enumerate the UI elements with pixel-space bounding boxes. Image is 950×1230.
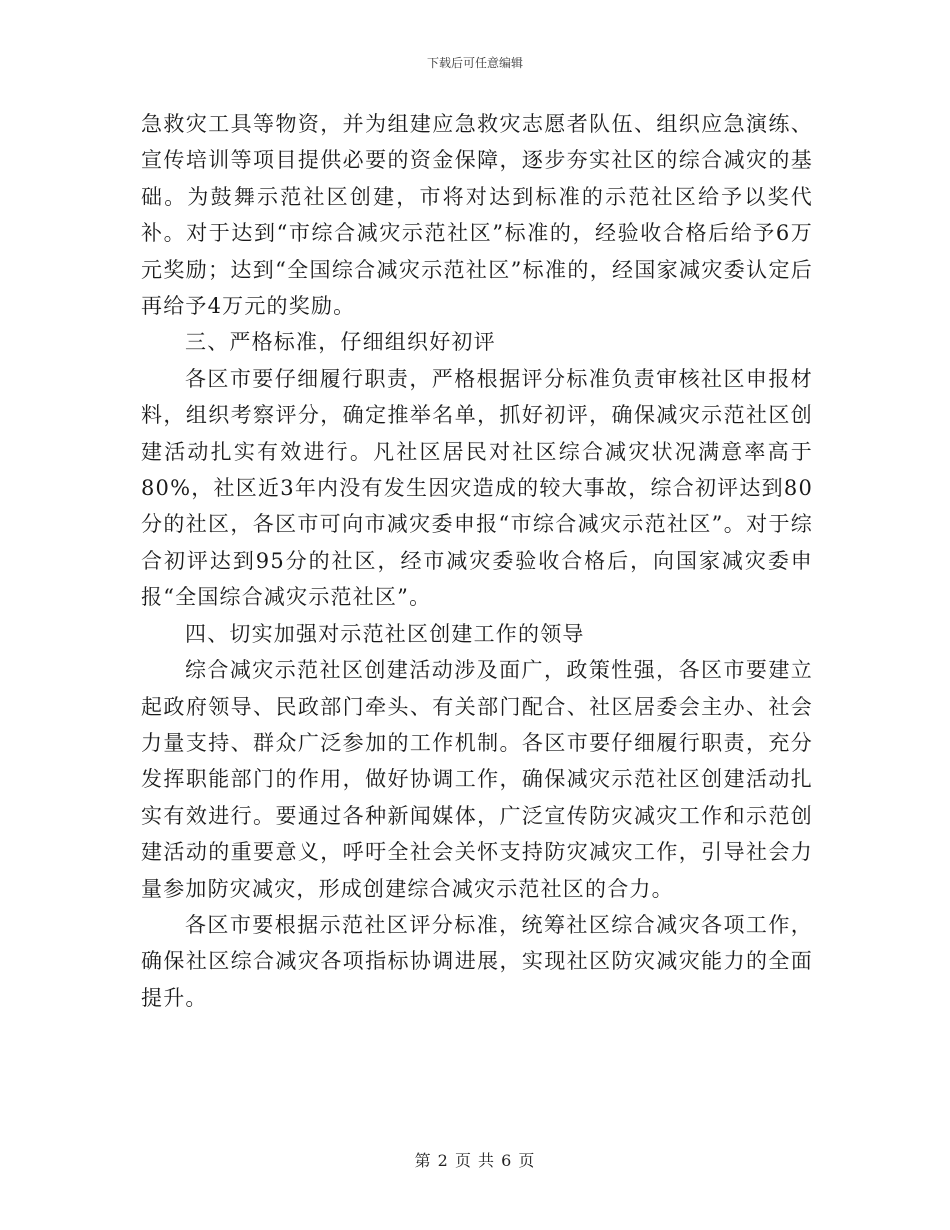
paragraph-funding-rewards: 急救灾工具等物资，并为组建应急救灾志愿者队伍、组织应急演练、宣传培训等项目提供必要的资金保障，逐步夯实社区的综合减灾的基础。为鼓舞示范社区创建，市将对达到标准的示范社区给予以奖代补。对于达到“市综合减灾示范社区”标准的，经验收合格后给予6万元奖励；达到“全国综合减灾示范社区”标准的，经国家减灾委认定后再给予4万元的奖励。 — [141, 112, 813, 319]
section-heading-4: 四、切实加强对示范社区创建工作的领导 — [185, 621, 585, 646]
paragraph-leadership: 综合减灾示范社区创建活动涉及面广，政策性强，各区市要建立起政府领导、民政部门牵头、有关部门配合、社区居委会主办、社会力量支持、群众广泛参加的工作机制。各区市要仔细履行职责，充分发挥职能部门的作用，做好协调工作，确保减灾示范社区创建活动扎实有效进行。要通过各种新闻媒体，广泛宣传防灾减灾工作和示范创建活动的重要意义，呼吁全社会关怀支持防灾减灾工作，引导社会力量参加防灾减灾，形成创建综合减灾示范社区的合力。 — [141, 658, 813, 901]
document-body — [141, 106, 813, 1016]
page-header-note: 下载后可任意编辑 — [426, 56, 523, 70]
section-heading-3: 三、严格标准，仔细组织好初评 — [185, 330, 496, 355]
paragraph-initial-evaluation: 各区市要仔细履行职责，严格根据评分标准负责审核社区申报材料，组织考察评分，确定推举名单，抓好初评，确保减灾示范社区创建活动扎实有效进行。凡社区居民对社区综合减灾状况满意率高于80%，社区近3年内没有发生因灾造成的较大事故，综合初评达到80分的社区，各区市可向市减灾委申报“市综合减灾示范社区”。对于综合初评达到95分的社区，经市减灾委验收合格后，向国家减灾委申报“全国综合减灾示范社区”。 — [141, 366, 813, 610]
page-number: 第 2 页 共 6 页 — [414, 1151, 536, 1170]
paragraph-coordination: 各区市要根据示范社区评分标准，统筹社区综合减灾各项工作，确保社区综合减灾各项指标协调进展，实现社区防灾减灾能力的全面提升。 — [141, 912, 813, 1010]
